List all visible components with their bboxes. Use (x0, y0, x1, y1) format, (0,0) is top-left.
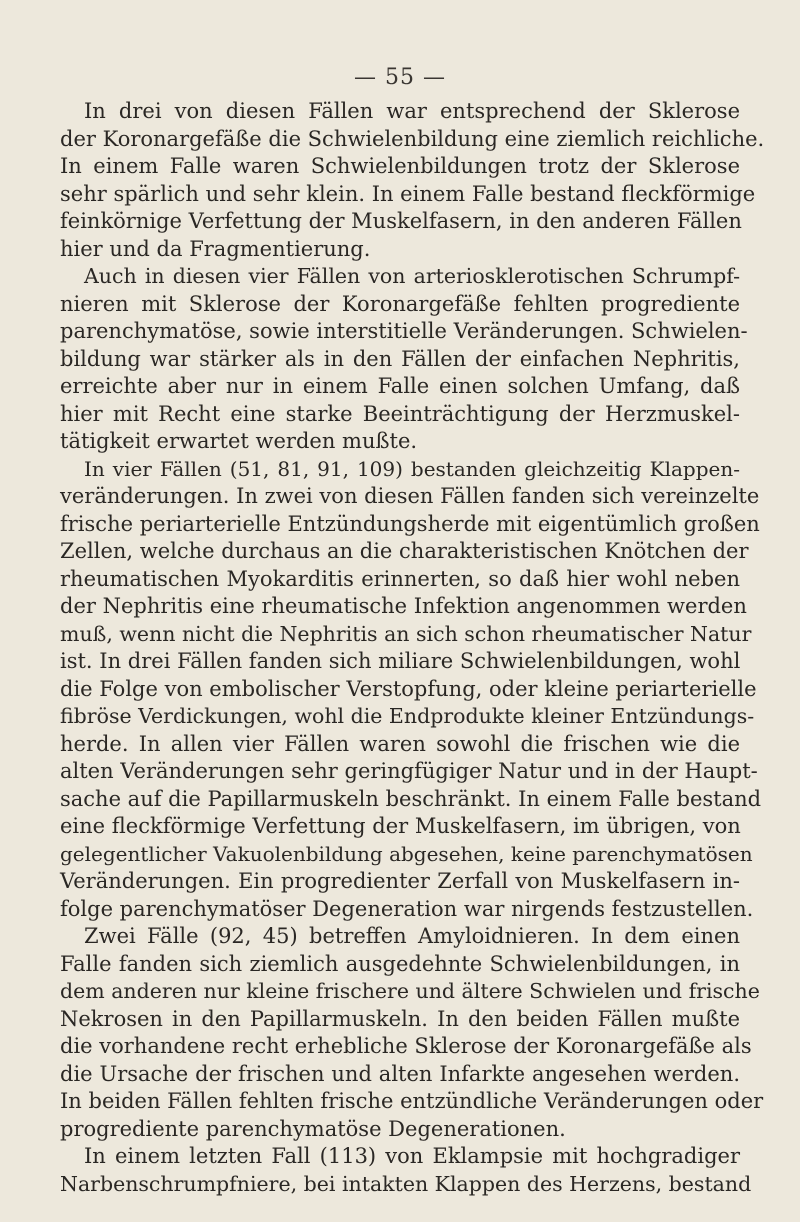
text-line: eine fleckförmige Verfettung der Muskelfasern, im übrigen, von (60, 814, 741, 838)
text-line: progrediente parenchymatöse Degenerationen. (60, 1116, 566, 1141)
text-line: alten Veränderungen sehr geringfügiger Natur und in der Haupt- (60, 759, 758, 783)
text-line: der Nephritis eine rheumatische Infektion angenommen werden (60, 594, 747, 618)
text-line: feinkörnige Verfettung der Muskelfasern, in den anderen Fällen (60, 209, 742, 233)
text-line: hier und da Fragmentierung. (60, 236, 371, 261)
text-line: In beiden Fällen fehlten frische entzündliche Veränderungen oder (60, 1089, 764, 1113)
paragraph (60, 923, 764, 1143)
text-line: gelegentlicher Vakuolenbildung abgesehen, keine parenchymatösen (60, 841, 753, 866)
text-line: Narbenschrumpfniere, bei intakten Klappen des Herzens, bestand (60, 1171, 752, 1196)
text-line: frische periarterielle Entzündungsherde mit eigentümlich großen (60, 511, 760, 536)
text-line: die Folge von embolischer Verstopfung, oder kleine periarterielle (60, 676, 757, 701)
text-line: nieren mit Sklerose der Koronargefäße fehlten progrediente (60, 291, 740, 316)
text-line: Falle fanden sich ziemlich ausgedehnte Schwielenbildungen, in (60, 951, 740, 976)
text-line: ist. In drei Fällen fanden sich miliare Schwielenbildungen, wohl (60, 649, 741, 673)
text-line: parenchymatöse, sowie interstitielle Veränderungen. Schwielen- (60, 319, 748, 343)
text-line: In vier Fällen (51, 81, 91, 109) bestanden gleichzeitig Klappen- (84, 456, 740, 481)
text-line: In einem Falle waren Schwielenbildungen trotz der Sklerose (60, 154, 740, 178)
text-line: veränderungen. In zwei von diesen Fällen fanden sich vereinzelte (60, 484, 760, 508)
text-line: der Koronargefäße die Schwielenbildung eine ziemlich reichliche. (60, 126, 765, 151)
text-line: sache auf die Papillarmuskeln beschränkt. In einem Falle bestand (60, 786, 762, 811)
text-line: Nekrosen in den Papillarmuskeln. In den beiden Fällen mußte (60, 1006, 740, 1031)
text-line: muß, wenn nicht die Nephritis an sich schon rheumatischer Natur (60, 621, 752, 646)
text-line: Zwei Fälle (92, 45) betreffen Amyloidnieren. In dem einen (84, 924, 740, 948)
text-line: herde. In allen vier Fällen waren sowohl die frischen wie die (60, 731, 740, 756)
text-line: In einem letzten Fall (113) von Eklampsie mit hochgradiger (84, 1144, 740, 1168)
text-line: sehr spärlich und sehr klein. In einem Falle bestand fleckförmige (60, 181, 756, 206)
text-line: erreichte aber nur in einem Falle einen solchen Umfang, daß (60, 374, 740, 398)
text-line: Zellen, welche durchaus an die charakteristischen Knötchen der (60, 539, 749, 563)
text-line: dem anderen nur kleine frischere und ältere Schwielen und frische (60, 979, 760, 1003)
paragraph (60, 263, 748, 456)
text-line: die Ursache der frischen und alten Infarkte angesehen werden. (60, 1061, 740, 1086)
page-number: — 55 — (354, 65, 446, 90)
text-line: In drei von diesen Fällen war entsprechend der Sklerose (84, 99, 740, 123)
paragraph (60, 456, 762, 924)
body-text (60, 98, 765, 1198)
text-line: tätigkeit erwartet werden mußte. (60, 429, 418, 453)
paragraph (60, 98, 765, 263)
text-line: Veränderungen. Ein progredienter Zerfall von Muskelfasern in- (60, 869, 740, 893)
text-line: folge parenchymatöser Degeneration war nirgends festzustellen. (60, 896, 754, 921)
text-line: bildung war stärker als in den Fällen der einfachen Nephritis, (60, 346, 740, 371)
text-line: fibröse Verdickungen, wohl die Endprodukte kleiner Entzündungs- (60, 704, 755, 728)
text-line: rheumatischen Myokarditis erinnerten, so daß hier wohl neben (60, 566, 740, 591)
paragraph (60, 1143, 752, 1198)
text-line: hier mit Recht eine starke Beeinträchtigung der Herzmuskel- (60, 401, 740, 426)
text-line: Auch in diesen vier Fällen von arteriosklerotischen Schrumpf- (84, 264, 740, 288)
text-line: die vorhandene recht erhebliche Sklerose der Koronargefäße als (60, 1034, 752, 1058)
